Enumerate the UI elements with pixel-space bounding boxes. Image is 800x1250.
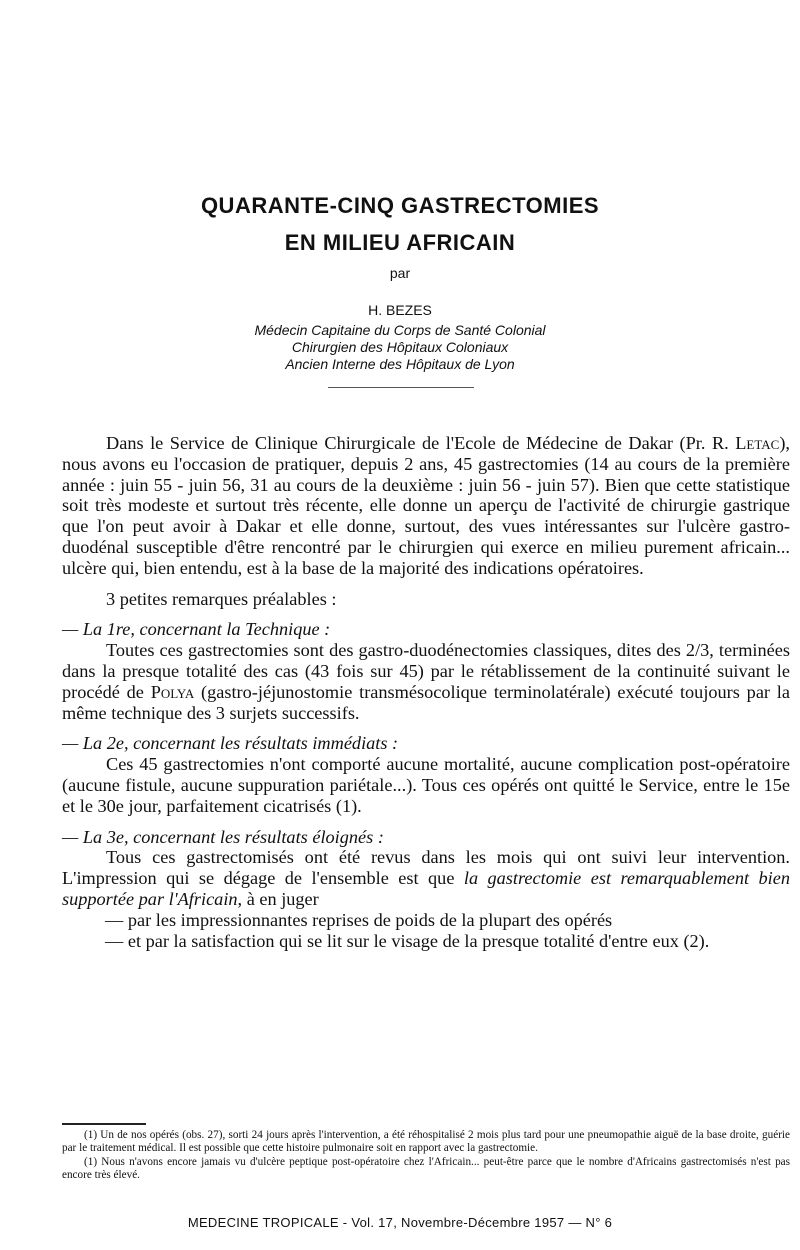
remark-3-paragraph (62, 847, 790, 909)
footnote-2: (1) Nous n'avons encore jamais vu d'ulcère peptique post-opératoire chez l'Africain... peut-être parce que le nombre d'Africains gastrectomisés n'est pas encore très élevé. (62, 1155, 790, 1182)
list-item: — par les impressionnantes reprises de poids de la plupart des opérés (105, 909, 613, 930)
article-body (62, 433, 790, 951)
intro-text-a: Dans le Service de Clinique Chirurgicale de l'Ecole de Médecine de Dakar (Pr. R. (106, 433, 736, 453)
remark-1-heading: — La 1re, concernant la Technique : (62, 619, 331, 640)
title-separator (328, 387, 474, 388)
title-line-2: EN MILIEU AFRICAIN (284, 230, 516, 255)
intro-text-b: ), nous avons eu l'occasion de pratiquer, depuis 2 ans, 45 gastrectomies (14 au cours de la première année : juin 55 - juin 56, 31 au cours de la deuxième : juin 56 - juin 57). Bien que cette statistique soit très modeste et surtout très récente, elle donne un aperçu de l'activité de chirurgie gastrique que l'on peut avoir à Dakar et elle donne, surtout, des vues intéressantes sur l'ulcère gastro-duodénal susceptible d'être rencontré par le chirurgien qui exerce en milieu purement africain... ulcère qui, bien entendu, est à la base de la majorité des indications opératoires. (62, 433, 790, 578)
title-line-1: QUARANTE-CINQ GASTRECTOMIES (200, 193, 600, 218)
remark-1-name: Polya (150, 681, 195, 702)
affiliation-line-1: Médecin Capitaine du Corps de Santé Colonial (254, 322, 546, 338)
list-item: — et par la satisfaction qui se lit sur le visage de la presque totalité d'entre eux (2). (105, 930, 710, 951)
remark-3-list (62, 910, 790, 952)
remark-3-emphasis: la gastrectomie est remarquablement bien supportée par l'Africain (62, 868, 790, 909)
by-label: par (389, 265, 411, 281)
affiliation-line-3: Ancien Interne des Hôpitaux de Lyon (285, 356, 515, 372)
remark-1-text-b: (gastro-jéjunostomie transmésocolique terminolatérale) exécuté toujours par la même technique des 3 surjets successifs. (62, 681, 791, 723)
remark-2-heading: — La 2e, concernant les résultats immédiats : (62, 733, 399, 754)
remark-1-paragraph (62, 640, 790, 723)
affiliation-line-2: Chirurgien des Hôpitaux Coloniaux (291, 339, 509, 355)
intro-name: Letac (735, 433, 780, 453)
remark-3-text-b: , à en juger (237, 888, 319, 909)
author-name: H. BEZES (368, 302, 432, 318)
remark-2-paragraph: Ces 45 gastrectomies n'ont comporté aucune mortalité, aucune complication post-opératoire (aucune fistule, aucune suppuration pariétale...). Tous ces opérés ont quitté le Service, entre le 15e et le 30e jour, parfaitement cicatrisés (1). (62, 754, 790, 816)
remark-3-text-a: Tous ces gastrectomisés ont été revus dans les mois qui ont suivi leur intervention. L'impression qui se dégage de l'ensemble est que (62, 847, 790, 889)
footnote-rule (62, 1123, 146, 1125)
remark-1-text-a: Toutes ces gastrectomies sont des gastro-duodénectomies classiques, dites des 2/3, terminées dans la presque totalité des cas (43 fois sur 45) par le rétablissement de la continuité suivant le procédé de (62, 640, 790, 702)
intro-paragraph (62, 433, 790, 579)
remark-3-heading: — La 3e, concernant les résultats éloignés : (62, 826, 384, 847)
footnote-1: (1) Un de nos opérés (obs. 27), sorti 24 jours après l'intervention, a été réhospitalisé 2 mois plus tard pour une pneumopathie aiguë de la base droite, guérie par le traitement médical. Il est possible que cette histoire pulmonaire soit en rapport avec la gastrectomie. (62, 1129, 790, 1155)
journal-footer: MEDECINE TROPICALE - Vol. 17, Novembre-Décembre 1957 — N° 6 (187, 1215, 613, 1230)
footnotes (62, 1129, 790, 1183)
remarks-intro: 3 petites remarques préalables : (106, 588, 337, 609)
